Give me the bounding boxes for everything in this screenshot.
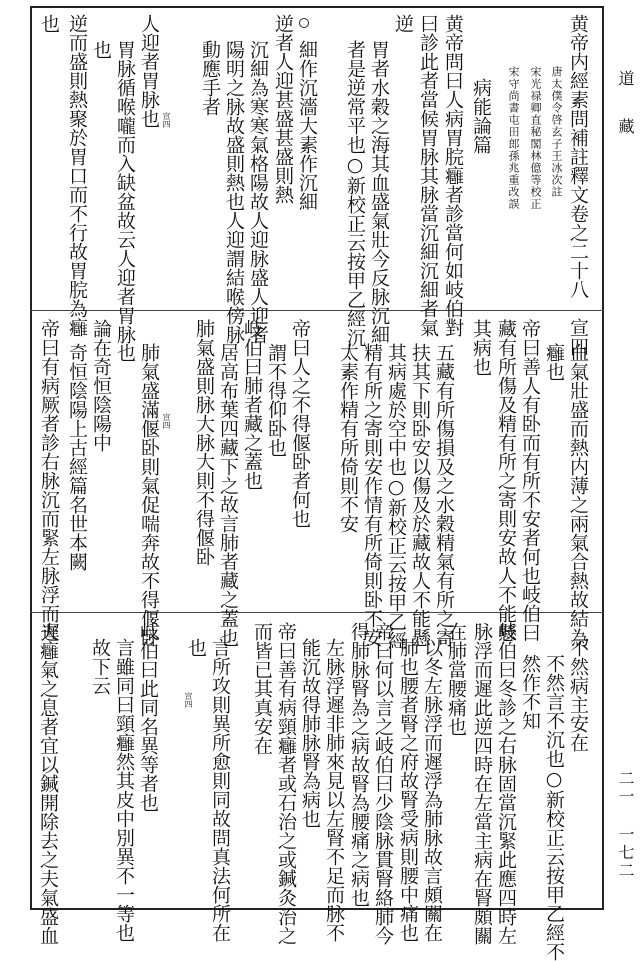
annotator-line: 唐太僕令啓玄子王冰次註 <box>550 66 563 198</box>
commentary-line: 左脉浮遲非肺來見以左腎不足而脉不 <box>323 638 345 942</box>
commentary-line: 癰也 <box>543 343 565 381</box>
main-text-line: 得肺脉腎為之病故腎為腰痛之病也 <box>348 622 370 907</box>
main-text-line: 脉浮而遲此逆四時在左當主病在腎頗關 <box>471 622 493 945</box>
margin-page-number-b: 一七二 <box>616 826 635 880</box>
panel-divider <box>30 612 604 613</box>
text-panel-2 <box>34 313 600 650</box>
commentary-line: 也 <box>185 638 207 657</box>
main-text-line: 人迎者胃脉也 <box>138 14 160 128</box>
commentary-line: 然作不知 <box>519 654 541 730</box>
main-text-line: 也 <box>38 14 60 33</box>
commentary-line: 沉細為寒寒氣格陽故人迎脉盛人迎者 <box>247 40 269 344</box>
commentary-line: 陽明之脉故盛則熱也人迎謂結喉傍脉 <box>223 40 245 344</box>
commentary-line: 者是逆常平也○新校正云按甲乙經沉 <box>344 40 366 347</box>
commentary-line: 肺氣盛滿偃卧則氣促喘奔故不得偃卧 <box>138 343 160 647</box>
commentary-line: 言所攻則異所愈則同故問真法何所在 <box>209 638 231 942</box>
main-text-line: 逆 <box>392 14 414 33</box>
text-panel-3 <box>34 616 600 961</box>
main-text-line: 逆而盛則熱聚於胃口而不行故胃脘為癰 <box>66 14 88 337</box>
commentary-line: 也 <box>114 343 136 362</box>
commentary-line: 也 <box>90 40 112 59</box>
printer-mark: 宣四 <box>162 112 171 128</box>
main-text-line: 其病也 <box>470 319 492 376</box>
main-text-line: 岐伯曰肺者藏之蓋也 <box>241 319 263 490</box>
main-text-line: 岐伯曰冬診之右脉固當沉緊此應四時左 <box>495 622 517 945</box>
commentary-line: 故下云 <box>89 638 111 695</box>
commentary-line: 胃者水穀之海其血盛氣壯今反脉沉細 <box>368 40 390 344</box>
commentary-line: 其病處於空中也○新校正云按甲乙經 <box>385 343 407 650</box>
margin-collection-mark: 藏 <box>616 118 635 142</box>
circle-mark <box>299 18 309 28</box>
commentary-line: 動應手者 <box>199 40 221 116</box>
commentary-line: 扶其下則卧安以傷及於藏故人不能懸 <box>409 343 431 647</box>
main-text-line: 曰診此者當候胃脉其脉當沉細沉細者氣 <box>417 14 439 337</box>
commentary-line: 不然言不沉也○新校正云按甲乙經不 <box>543 654 565 961</box>
main-text-line: 帝曰善有病頸癰者或石治之或鍼灸治之 <box>275 622 297 945</box>
commentary-line: 能沉故得肺脉腎為病也 <box>299 638 321 828</box>
margin-page-number-a: 二一 <box>616 770 635 806</box>
printer-mark: 宣四 <box>184 692 193 708</box>
main-text-line: 黄帝問曰人病胃脘癰者診當何如岐伯對 <box>442 14 464 337</box>
commentary-line: 血氣壯盛而熱内薄之兩氣合熱故結為 <box>567 343 589 647</box>
commentary-line: 精有所之寄則安作情有所倚則卧不安 <box>361 343 383 647</box>
main-text-line: 夫癰氣之息者宜以鍼開除去之夫氣盛血 <box>37 622 59 945</box>
main-text-line: 在肺當腰痛也 <box>445 622 467 736</box>
annotator-line: 宋守尚書屯田郎孫兆重改誤 <box>507 66 520 210</box>
main-text-line: 帝曰人之不得偃卧者何也 <box>289 319 311 528</box>
commentary-line: 以冬左脉浮而遲浮為肺脉故言頗關在 <box>421 638 443 942</box>
commentary-line: 謂不得仰卧也 <box>265 343 287 457</box>
main-text-line: 逆者人迎甚盛甚盛則熱 <box>272 14 294 204</box>
commentary-line: 肺也腰者腎之府故腎受病則腰中痛也 <box>397 638 419 942</box>
annotator-line: 宋光禄卿直秘閣林億等校正 <box>529 66 542 210</box>
commentary-line: 太素作精有所倚則不安 <box>337 343 359 533</box>
commentary-line: 細作沉濇大素作沉細 <box>296 40 318 211</box>
margin-library-mark: 道 <box>616 70 635 94</box>
main-text-line: 帝曰有病厥者診右脉沉而緊左脉浮而遲 <box>38 319 60 642</box>
commentary-line: 胃脉循喉嚨而入缺盆故云人迎者胃脉 <box>114 40 136 344</box>
commentary-line: 居高布葉四藏下之故言肺者藏之蓋也 <box>217 343 239 647</box>
commentary-line: 五藏有所傷損及之水穀精氣有所之寄 <box>433 343 455 647</box>
main-text-line: 而皆已其真安在 <box>251 622 273 755</box>
main-text-line: 帝曰善人有卧而有所不安者何也岐伯曰 <box>519 319 541 642</box>
commentary-line: 言雖同曰頸癰然其皮中別異不一等也 <box>113 638 135 942</box>
main-text-line: 帝曰何以言之岐伯曰少陰脉貫腎絡肺今 <box>372 622 394 945</box>
main-text-line: 肺氣盛則脉大脉大則不得偃卧 <box>193 319 215 566</box>
main-text-line: 不然病主安在 <box>567 638 589 752</box>
chapter-title: 病能論篇 <box>470 78 492 154</box>
commentary-line: 奇恒陰陽上古經篇名世本闕 <box>66 343 88 571</box>
main-text-line: 藏有所傷及精有所之寄則安故人不能懸 <box>495 319 517 642</box>
printer-mark: 宣四 <box>162 413 171 429</box>
main-text-line: 論在奇恒陰陽中 <box>90 319 112 452</box>
title-line: 黄帝内經素問補註釋文卷之二十八 宣四 <box>567 14 589 356</box>
main-text-line: 岐伯曰此同名異等者也 <box>137 622 159 812</box>
